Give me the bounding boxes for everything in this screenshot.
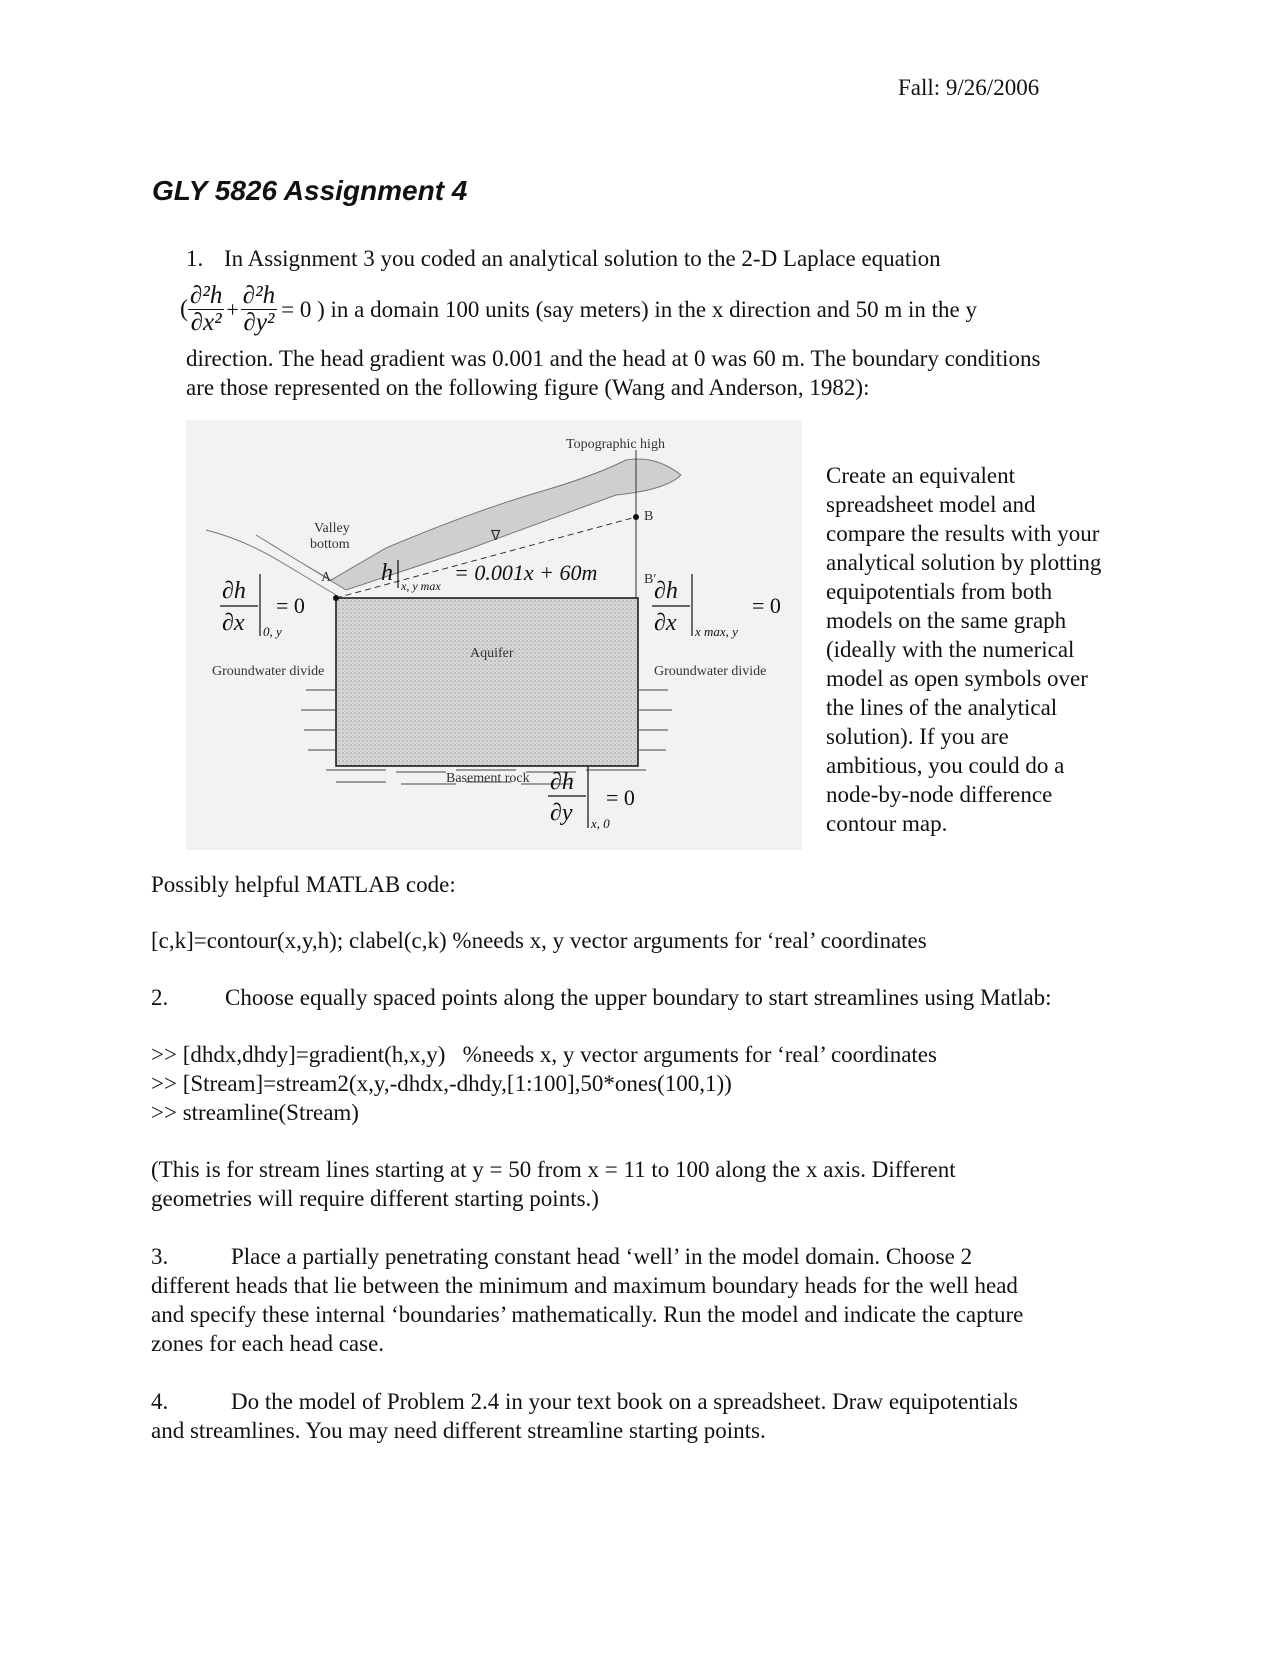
label-topographic-high: Topographic high — [566, 437, 665, 452]
bottom-bc-num: ∂h — [550, 769, 574, 795]
q1-line1: In Assignment 3 you coded an analytical solution to the 2-D Laplace equation — [224, 246, 941, 271]
q3-line2: different heads that lie between the minimum and maximum boundary heads for the well head — [151, 1273, 1018, 1298]
q4-number: 4. — [151, 1389, 169, 1414]
label-aquifer: Aquifer — [470, 646, 514, 661]
label-gw-divide-left: Groundwater divide — [212, 664, 325, 679]
q2-note-2: geometries will require different starting points.) — [151, 1186, 599, 1211]
q4-line1: Do the model of Problem 2.4 in your text book on a spreadsheet. Draw equipotentials — [231, 1389, 1018, 1414]
q2-code-3: >> streamline(Stream) — [151, 1100, 359, 1125]
left-bc-num: ∂h — [222, 578, 246, 604]
side-paragraph: Create an equivalent spreadsheet model and compare the results with your analytical solution by plotting equipotentials from both models on the same graph (ideally with the numerical model as open symbols over the lines of the analytical solution). If you are ambitious, you could do a node-by-node difference contour map. — [826, 463, 1102, 836]
top-eq-h: h — [381, 560, 393, 586]
right-bc-rhs: = 0 — [752, 593, 781, 618]
top-eq-sub: x, y max — [401, 579, 441, 593]
q3-line4: zones for each head case. — [151, 1331, 385, 1356]
q2-code-1: >> [dhdx,dhdy]=gradient(h,x,y) %needs x, y vector arguments for ‘real’ coordinates — [151, 1042, 937, 1067]
laplace-equation: ( $\frac{\text{∂²h}}{\text{∂x²}}$ + $\frac{\text{∂²h}}{\text{∂y²}}$ = 0 ) in a domain 100 units (say meters) in the x direction and 50 m in the y — [180, 282, 977, 336]
q3-line1: Place a partially penetrating constant head ‘well’ in the model domain. Choose 2 — [231, 1244, 973, 1269]
label-point-a: A — [321, 570, 332, 585]
assignment-title: GLY 5826 Assignment 4 — [152, 175, 468, 206]
right-bc-num: ∂h — [654, 578, 678, 604]
water-table-symbol: ∇ — [491, 529, 501, 544]
label-valley: Valley — [314, 521, 350, 536]
q4-line2: and streamlines. You may need different streamline starting points. — [151, 1418, 766, 1443]
q1-number: 1. — [186, 246, 204, 271]
label-gw-divide-right: Groundwater divide — [654, 664, 767, 679]
label-bottom: bottom — [310, 537, 350, 552]
right-bc-sub: x max, y — [695, 624, 738, 639]
q1-line4: are those represented on the following figure (Wang and Anderson, 1982): — [186, 375, 870, 400]
eq-frac-y: $\frac{\text{∂²h}}{\text{∂y²}}$ — [242, 282, 276, 336]
top-eq-rhs: = 0.001x + 60m — [454, 560, 598, 585]
left-bc-rhs: = 0 — [276, 593, 305, 618]
matlab-contour-line: [c,k]=contour(x,y,h); clabel(c,k) %needs x, y vector arguments for ‘real’ coordinates — [151, 928, 927, 953]
q2-text: Choose equally spaced points along the upper boundary to start streamlines using Matlab: — [225, 985, 1052, 1010]
q1-line2: = 0 ) in a domain 100 units (say meters) in the x direction and 50 m in the y — [281, 297, 977, 322]
bottom-bc-rhs: = 0 — [606, 785, 635, 810]
aquifer-domain — [336, 598, 638, 766]
label-basement-rock: Basement rock — [446, 771, 530, 786]
q3-number: 3. — [151, 1244, 169, 1269]
matlab-heading: Possibly helpful MATLAB code: — [151, 872, 456, 897]
label-point-b-prime: B′ — [644, 572, 657, 587]
point-a-dot — [333, 595, 339, 601]
q2-note-1: (This is for stream lines starting at y = 50 from x = 11 to 100 along the x axis. Different — [151, 1157, 956, 1182]
point-b-dot — [633, 514, 639, 520]
q1-line3: direction. The head gradient was 0.001 and the head at 0 was 60 m. The boundary conditions — [186, 346, 1041, 371]
q3-line3: and specify these internal ‘boundaries’ mathematically. Run the model and indicate the capture — [151, 1302, 1024, 1327]
date-header: Fall: 9/26/2006 — [898, 75, 1040, 100]
label-point-b: B — [644, 509, 654, 524]
left-bc-sub: 0, y — [263, 624, 282, 639]
bottom-bc-sub: x, 0 — [591, 816, 610, 831]
q2-number: 2. — [151, 985, 169, 1010]
left-bc-den: ∂x — [222, 610, 245, 636]
right-bc-den: ∂x — [654, 610, 677, 636]
eq-frac-x: $\frac{\text{∂²h}}{\text{∂x²}}$ — [190, 282, 223, 336]
q2-code-2: >> [Stream]=stream2(x,y,-dhdx,-dhdy,[1:100],50*ones(100,1)) — [151, 1071, 732, 1096]
boundary-conditions-figure — [186, 420, 802, 850]
bottom-bc-den: ∂y — [550, 800, 573, 826]
